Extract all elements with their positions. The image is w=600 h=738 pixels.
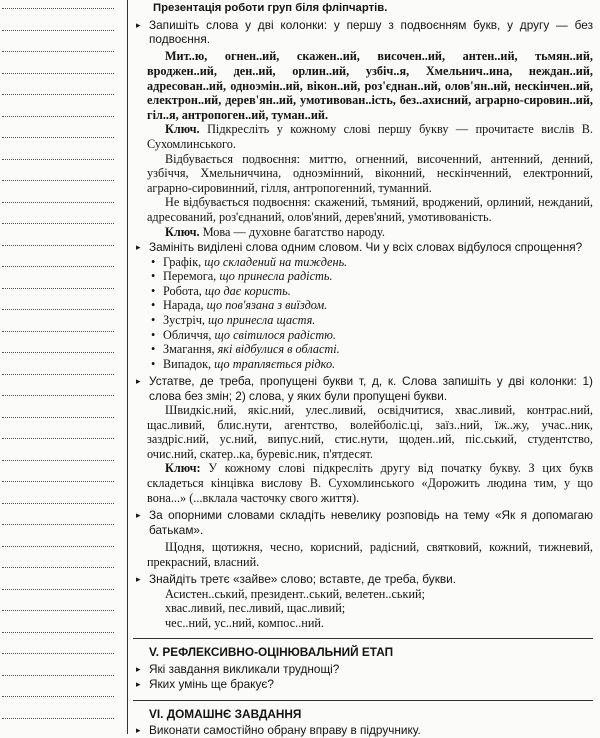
task-1-instruction: ▸ Запишіть слова у дві колонки: у першу з подвоєнням букв, у другу — без подвоєння. bbox=[136, 17, 593, 46]
section-6-item: ▸ Виконати самостійно обрану вправу в підручнику. bbox=[136, 723, 421, 738]
note-line bbox=[2, 73, 114, 74]
task-5-line: Асистен..ський, президент..ський, велетен..ський; bbox=[165, 586, 425, 601]
note-line bbox=[2, 30, 114, 31]
note-line bbox=[2, 374, 114, 375]
task-5-line: чес..ний, ус..ний, компос..ний. bbox=[165, 615, 324, 630]
section-divider bbox=[133, 700, 593, 701]
list-item: • Зустріч, що принесла щастя. bbox=[151, 312, 316, 327]
bullet-icon: • bbox=[151, 312, 156, 327]
arrow-icon: ▸ bbox=[136, 510, 141, 521]
page-content bbox=[133, 1, 593, 738]
note-line bbox=[2, 288, 114, 289]
note-line bbox=[2, 417, 114, 418]
note-line bbox=[2, 116, 114, 117]
note-line bbox=[2, 481, 114, 482]
task-4-instruction: ▸ За опорними словами складіть невелику розповідь на тему «Як я допомагаю батькам». bbox=[136, 508, 593, 537]
note-line bbox=[2, 546, 114, 547]
task-1-doubled: Відбувається подвоєння: миттю, огненний, височенний, антенний, денний, узбіччя, Хмельниччина, одноэмінний, віконний, нескінченний, електронний, аграрно-сировинний, гілля, антропогенний, туманний. bbox=[147, 151, 593, 195]
task-1-key-2: Ключ. Мова — духовне багатство народу. bbox=[165, 224, 385, 239]
note-line bbox=[2, 51, 114, 52]
arrow-icon: ▸ bbox=[136, 679, 141, 690]
list-item: • Нарада, що пов'язана з виїздом. bbox=[151, 298, 328, 313]
note-line bbox=[2, 223, 114, 224]
arrow-icon: ▸ bbox=[136, 376, 141, 387]
task-3-words: Швидкіс.ний, якіс.ний, улес.ливий, освідчитися, хвас.ливий, контрас.ний, щас.ливий, блис.нути, агентство, волейболіс.ці, заїз..ний, їж..жу, учас..ник, заздріс.ний, ус.ний, випус.ний, стис.нути, щоден..ий, піс.ський, студентство, очис.ний, скатер..ка, буревіс.ник, п'ятдесят. bbox=[147, 403, 593, 461]
task-3-instruction: ▸ Устатве, де треба, пропущені букви т, д, к. Слова запишіть у дві колонки: 1) слова без змін; 2) слова, у яких були пропущені букви. bbox=[136, 374, 593, 403]
task-3-key: Ключ: У кожному слові підкресліть другу від початку букву. З цих букв складеться кінцівка вислову В. Сухомлинського «Дорожить людина тим, у що вона...» (...вклала часточку свого життя). bbox=[147, 461, 593, 505]
note-line bbox=[2, 524, 114, 525]
arrow-icon: ▸ bbox=[136, 19, 141, 30]
note-line bbox=[2, 137, 114, 138]
note-line bbox=[2, 8, 114, 9]
task-5-lines bbox=[133, 587, 593, 631]
page-heading: Презентація роботи груп біля фліпчартів. bbox=[153, 2, 388, 14]
note-line bbox=[2, 94, 114, 95]
margin-rule bbox=[127, 0, 128, 734]
bullet-icon: • bbox=[151, 342, 156, 357]
list-item: • Графік, що складений на тиждень. bbox=[151, 254, 348, 269]
note-line bbox=[2, 266, 114, 267]
notes-margin bbox=[0, 0, 126, 734]
task-5-line: хвас.ливий, пес.ливий, щас.ливий; bbox=[165, 601, 346, 616]
task-5-instruction: ▸ Знайдіть третє «зайве» слово; вставте, де треба, букви. bbox=[136, 572, 457, 587]
bullet-icon: • bbox=[151, 356, 156, 371]
list-item: • Випадок, що трапляється рідко. bbox=[151, 356, 336, 371]
note-line bbox=[2, 653, 114, 654]
note-line bbox=[2, 309, 114, 310]
note-line bbox=[2, 245, 114, 246]
note-line bbox=[2, 696, 114, 697]
list-item: • Перемога, що принесла радість. bbox=[151, 269, 333, 284]
task-1-key: Ключ. Підкресліть у кожному слові першу букву — прочитаєте вислів В. Сухомлинського. bbox=[147, 122, 593, 151]
bullet-icon: • bbox=[151, 298, 156, 313]
note-line bbox=[2, 610, 114, 611]
note-line bbox=[2, 718, 114, 719]
bullet-icon: • bbox=[151, 254, 156, 269]
arrow-icon: ▸ bbox=[136, 664, 141, 675]
note-line bbox=[2, 503, 114, 504]
task-4-words: Щодня, щотижня, чесно, корисний, радісний, святковий, кожний, тижневий, прекрасний, власний. bbox=[147, 540, 593, 569]
list-item: • Робота, що дає користь. bbox=[151, 283, 291, 298]
note-line bbox=[2, 331, 114, 332]
list-item: • Змагання, які відбулися в області. bbox=[151, 342, 340, 357]
bullet-icon: • bbox=[151, 283, 156, 298]
section-5-title: V. РЕФЛЕКСИВНО-ОЦІНЮВАЛЬНИЙ ЕТАП bbox=[149, 645, 394, 660]
section-5-item: ▸ Які завдання викликали труднощі? bbox=[136, 662, 340, 677]
arrow-icon: ▸ bbox=[136, 725, 141, 736]
arrow-icon: ▸ bbox=[136, 574, 141, 585]
task-1-not-doubled: Не відбувається подвоєння: скажений, тьмяний, вроджений, орлиний, нежданий, адресований, роз'єднаний, олов'яний, дерев'яний, умотивованість. bbox=[147, 195, 593, 224]
task-2-instruction: ▸ Замініть виділені слова одним словом. Чи у всіх словах відбулося спрощення? bbox=[136, 240, 583, 255]
note-line bbox=[2, 589, 114, 590]
task-1-words: Мит..ю, огнен..ий, скажен..ий, височен..ий, антен..ий, тьмян..ий, вроджен..ий, ден..ий, орлин..ий, узбіч..я, Хмельнич..ина, неждан..ий, адресован..ий, одноэмін..ий, вікон..ий, роз'єднан..ий, олов'ян..ий, нескінчен..ий, електрон..ий, дерев'ян..ий, умотивован..ість, без..ахисний, аграрно-сировин..ий, гіл..я, антропоген..ий, туман..ий. bbox=[147, 49, 593, 122]
note-line bbox=[2, 395, 114, 396]
note-line bbox=[2, 159, 114, 160]
note-line bbox=[2, 352, 114, 353]
note-line bbox=[2, 438, 114, 439]
note-line bbox=[2, 180, 114, 181]
note-line bbox=[2, 567, 114, 568]
bullet-icon: • bbox=[151, 269, 156, 284]
list-item: • Обличчя, що світилося радістю. bbox=[151, 327, 336, 342]
note-line bbox=[2, 460, 114, 461]
note-line bbox=[2, 675, 114, 676]
task-2-list bbox=[133, 255, 593, 372]
bullet-icon: • bbox=[151, 327, 156, 342]
section-divider bbox=[133, 638, 593, 639]
arrow-icon: ▸ bbox=[136, 242, 141, 253]
note-line bbox=[2, 202, 114, 203]
section-6-title: VI. ДОМАШНЄ ЗАВДАННЯ bbox=[149, 706, 302, 721]
note-line bbox=[2, 632, 114, 633]
section-5-item: ▸ Яких умінь ще бракує? bbox=[136, 677, 274, 692]
